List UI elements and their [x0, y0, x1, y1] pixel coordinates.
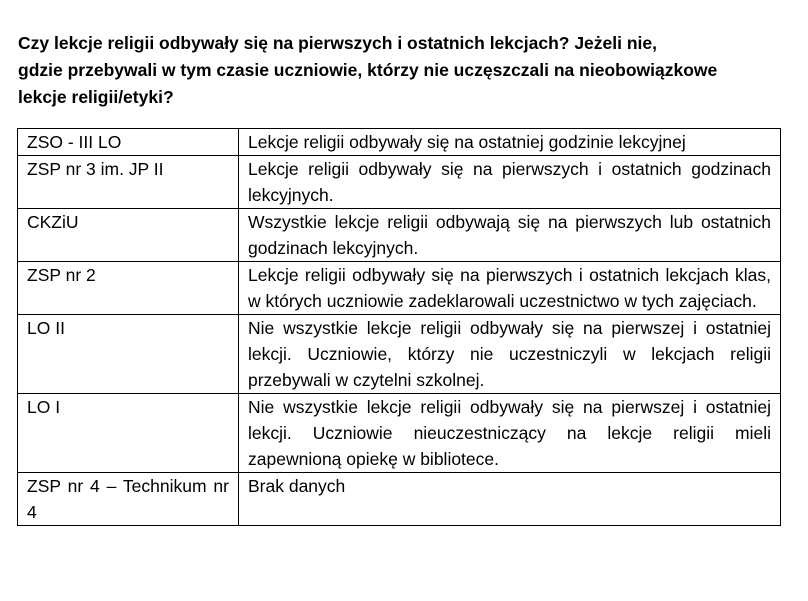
- school-name: LO II: [27, 318, 65, 338]
- school-cell: [18, 129, 239, 156]
- question-line: Czy lekcje religii odbywały się na pierwszych i ostatnich lekcjach? Jeżeli nie,: [18, 33, 658, 53]
- table-row: [18, 156, 781, 209]
- table-row: [18, 209, 781, 262]
- answer-cell: [239, 394, 781, 473]
- answer-cell: [239, 156, 781, 209]
- school-cell: [18, 156, 239, 209]
- table-row: [18, 129, 781, 156]
- answer-text: Nie wszystkie lekcje religii odbywały się na pierwszej i ostatniej lekcji. Uczniowie nieuczestniczący na lekcje religii mieli zapewnioną opiekę w bibliotece.: [248, 397, 771, 469]
- answer-text: Nie wszystkie lekcje religii odbywały się na pierwszej i ostatniej lekcji. Uczniowie, którzy nie uczestniczyli w lekcjach religii przebywali w czytelni szkolnej.: [248, 318, 771, 390]
- answer-cell: [239, 129, 781, 156]
- answer-text: Lekcje religii odbywały się na pierwszych i ostatnich godzinach lekcyjnych.: [248, 159, 771, 205]
- school-cell: [18, 473, 239, 526]
- question-line: lekcje religii/etyki?: [18, 87, 174, 107]
- school-cell: [18, 209, 239, 262]
- school-name: ZSP nr 4 – Technikum nr 4: [27, 476, 229, 522]
- question-line: gdzie przebywali w tym czasie uczniowie, którzy nie uczęszczali na nieobowiązkowe: [18, 60, 718, 80]
- table-row: [18, 315, 781, 394]
- answer-text: Lekcje religii odbywały się na ostatniej godzinie lekcyjnej: [248, 132, 686, 152]
- school-name: ZSP nr 2: [27, 265, 96, 285]
- school-name: CKZiU: [27, 212, 79, 232]
- school-cell: [18, 394, 239, 473]
- answer-cell: [239, 473, 781, 526]
- answer-cell: [239, 315, 781, 394]
- school-cell: [18, 315, 239, 394]
- table-row: [18, 394, 781, 473]
- school-name: ZSO - III LO: [27, 132, 122, 152]
- answer-cell: [239, 262, 781, 315]
- school-name: LO I: [27, 397, 61, 417]
- answer-text: Brak danych: [248, 476, 346, 496]
- school-name: ZSP nr 3 im. JP II: [27, 159, 164, 179]
- answer-text: Wszystkie lekcje religii odbywają się na pierwszych lub ostatnich godzinach lekcyjnych.: [248, 212, 771, 258]
- answer-text: Lekcje religii odbywały się na pierwszych i ostatnich lekcjach klas, w których uczniowie zadeklarowali uczestnictwo w tych zajęciach.: [248, 265, 771, 311]
- table-row: [18, 473, 781, 526]
- question-heading: [18, 30, 788, 111]
- school-cell: [18, 262, 239, 315]
- answer-cell: [239, 209, 781, 262]
- answers-table: [17, 128, 781, 526]
- table-row: [18, 262, 781, 315]
